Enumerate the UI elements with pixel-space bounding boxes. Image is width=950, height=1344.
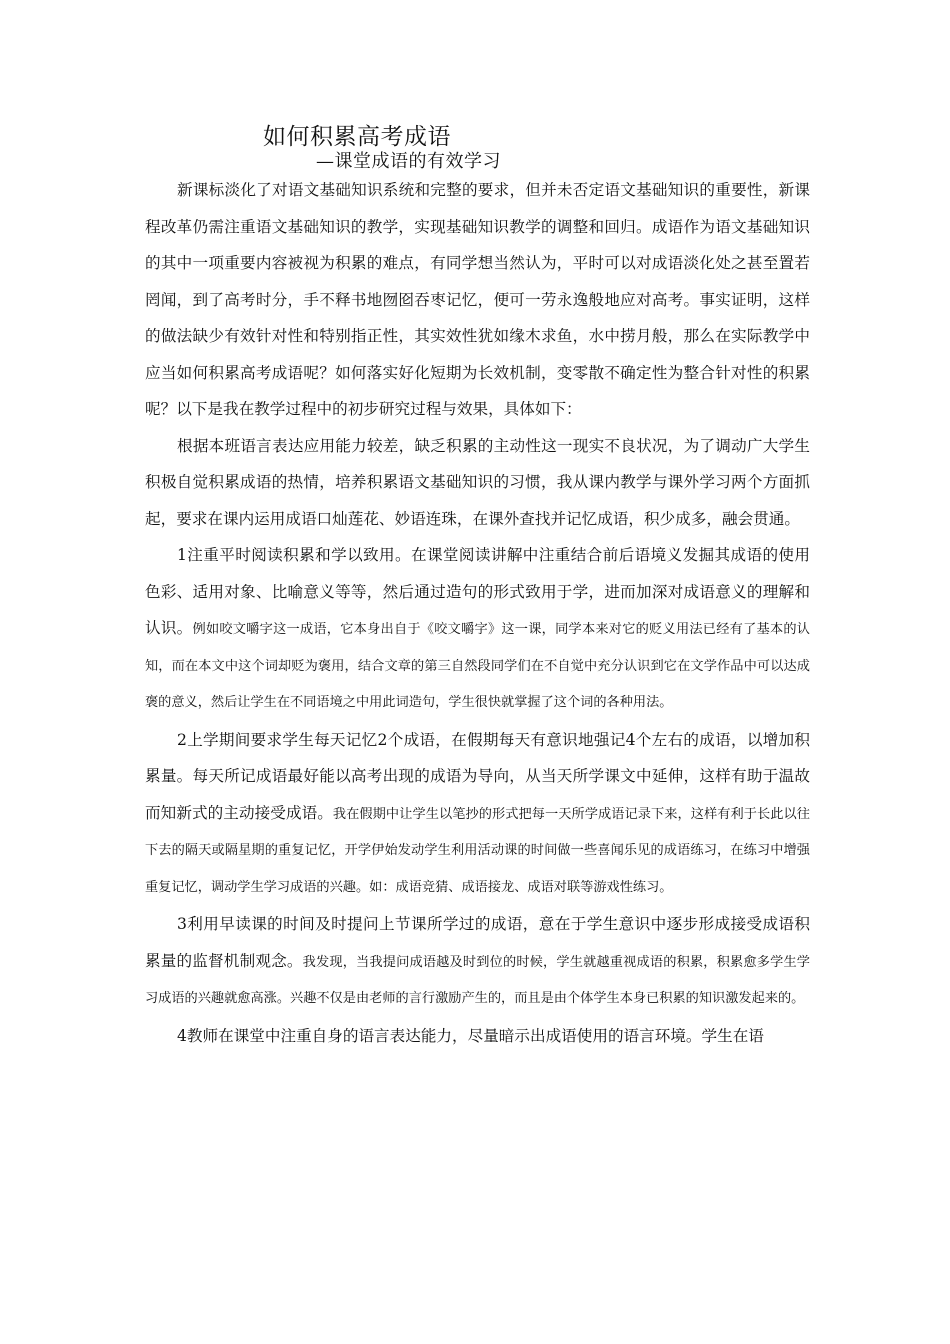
paragraph-text: 新课标淡化了对语文基础知识系统和完整的要求，但并未否定语文基础知识的重要性，新课程改革仍需注重语文基础知识的教学，实现基础知识教学的调整和回归。成语作为语文基础知识的其中一项重要内容被视为积累的难点，有同学想当然认为，平时可以对成语淡化处之甚至置若罔闻，到了高考时分，手不释书地囫囵吞枣记忆，便可一劳永逸般地应对高考。事实证明，这样的做法缺少有效针对性和特别指正性，其实效性犹如缘木求鱼，水中捞月般，那么在实际教学中应当如何积累高考成语呢？如何落实好化短期为长效机制，变零散不确定性为整合针对性的积累呢？以下是我在教学过程中的初步研究过程与效果，具体如下： bbox=[145, 181, 810, 418]
paragraph-point-2 bbox=[145, 722, 810, 907]
paragraph-text: 1注重平时阅读积累和学以致用。在课堂阅读讲解中注重结合前后语境义发掘其成语的使用色彩、适用对象、比喻意义等等，然后通过造句的形式致用于学，进而加深对成语意义的理解和认识。 bbox=[145, 546, 810, 637]
paragraph-intro bbox=[145, 172, 810, 428]
paragraph-text: 4教师在课堂中注重自身的语言表达能力，尽量暗示出成语使用的语言环境。学生在语 bbox=[177, 1026, 764, 1045]
document-body bbox=[145, 172, 810, 1054]
paragraph-point-4 bbox=[145, 1018, 810, 1055]
paragraph-text: 2上学期间要求学生每天记忆2个成语，在假期每天有意识地强记4个左右的成语，以增加积累量。每天所记成语最好能以高考出现的成语为导向，从当天所学课文中延伸，这样有助于温故而知新式的主动接受成语。 bbox=[145, 730, 810, 822]
document-title: 如何积累高考成语 bbox=[263, 124, 451, 150]
paragraph-text: 根据本班语言表达应用能力较差，缺乏积累的主动性这一现实不良状况，为了调动广大学生积极自觉积累成语的热情，培养积累语文基础知识的习惯，我从课内教学与课外学习两个方面抓起，要求在课内运用成语口灿莲花、妙语连珠，在课外查找并记忆成语，积少成多，融会贯通。 bbox=[145, 436, 810, 528]
paragraph-text: 3利用早读课的时间及时提问上节课所学过的成语，意在于学生意识中逐步形成接受成语积累量的监督机制观念。 bbox=[145, 915, 810, 970]
paragraph-situation bbox=[145, 428, 810, 538]
paragraph-example-text: 我在假期中让学生以笔抄的形式把每一天所学成语记录下来，这样有利于长此以往下去的隔天或隔星期的重复记忆，开学伊始发动学生利用活动课的时间做一些喜闻乐见的成语练习，在练习中增强重复记忆，调动学生学习成语的兴趣。如：成语竞猜、成语接龙、成语对联等游戏性练习。 bbox=[145, 806, 810, 895]
paragraph-point-1 bbox=[145, 537, 810, 722]
paragraph-example-text: 例如咬文嚼字这一成语，它本身出自于《咬文嚼字》这一课，同学本来对它的贬义用法已经有了基本的认知，而在本文中这个词却贬为褒用，结合文章的第三自然段同学们在不自觉中充分认识到它在文学作品中可以达成褒的意义，然后让学生在不同语境之中用此词造句，学生很快就掌握了这个词的各种用法。 bbox=[145, 622, 810, 710]
paragraph-example-text: 我发现，当我提问成语越及时到位的时候，学生就越重视成语的积累，积累愈多学生学习成语的兴趣就愈高涨。兴趣不仅是由老师的言行激励产生的，而且是由个体学生本身已积累的知识激发起来的。 bbox=[145, 954, 810, 1006]
document-subtitle: —课堂成语的有效学习 bbox=[316, 151, 501, 172]
paragraph-point-3 bbox=[145, 906, 810, 1018]
